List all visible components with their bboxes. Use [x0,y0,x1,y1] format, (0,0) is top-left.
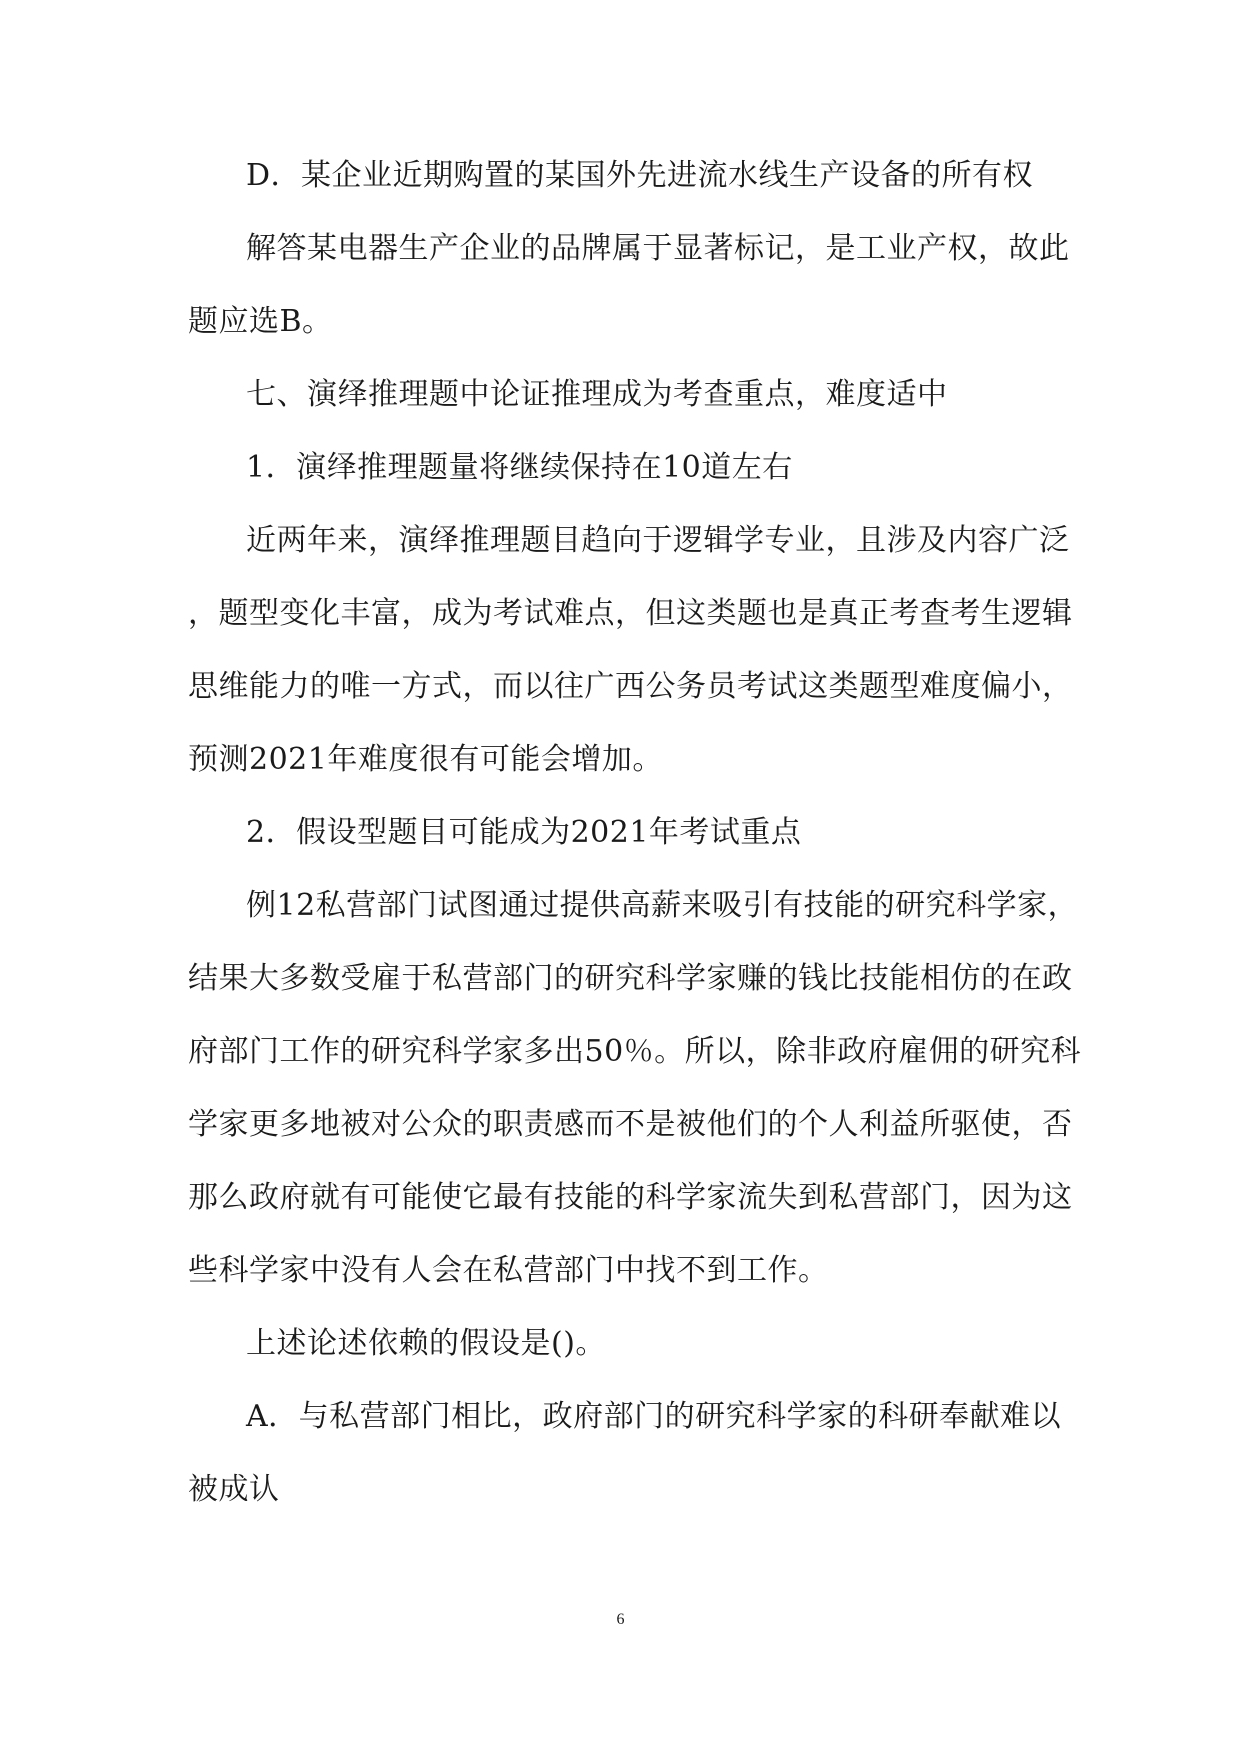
option-d-line: D．某企业近期购置的某国外先进流水线生产设备的所有权 [246,158,1034,193]
subheading-1: 1．演绎推理题量将继续保持在10道左右 [246,450,793,485]
example-line: 学家更多地被对公众的职责感而不是被他们的个人利益所驱使，否 [188,1107,1073,1142]
paragraph-line: 预测2021年难度很有可能会增加。 [188,742,663,777]
page-number: 6 [616,1611,625,1628]
example-line: 结果大多数受雇于私营部门的研究科学家赚的钱比技能相仿的在政 [188,961,1073,996]
answer-line-1: 解答某电器生产企业的品牌属于显著标记，是工业产权，故此 [246,231,1070,266]
paragraph-line: 近两年来，演绎推理题目趋向于逻辑学专业，且涉及内容广泛 [246,523,1070,558]
section-heading: 七、演绎推理题中论证推理成为考查重点，难度适中 [246,377,948,412]
option-a-line: A．与私营部门相比，政府部门的研究科学家的科研奉献难以 [246,1399,1062,1434]
example-line: 那么政府就有可能使它最有技能的科学家流失到私营部门，因为这 [188,1180,1073,1215]
paragraph-line: 思维能力的唯一方式，而以往广西公务员考试这类题型难度偏小， [188,669,1073,704]
example-line: 些科学家中没有人会在私营部门中找不到工作。 [188,1253,829,1288]
example-line: 例12私营部门试图通过提供高薪来吸引有技能的研究科学家， [246,888,1079,923]
paragraph-line: ，题型变化丰富，成为考试难点，但这类题也是真正考查考生逻辑 [188,596,1073,631]
question-line: 上述论述依赖的假设是()。 [246,1326,606,1361]
example-line: 府部门工作的研究科学家多出50％。所以，除非政府雇佣的研究科 [188,1034,1082,1069]
option-a-line: 被成认 [188,1472,280,1507]
answer-line-2: 题应选B。 [188,304,333,339]
subheading-2: 2．假设型题目可能成为2021年考试重点 [246,815,802,850]
